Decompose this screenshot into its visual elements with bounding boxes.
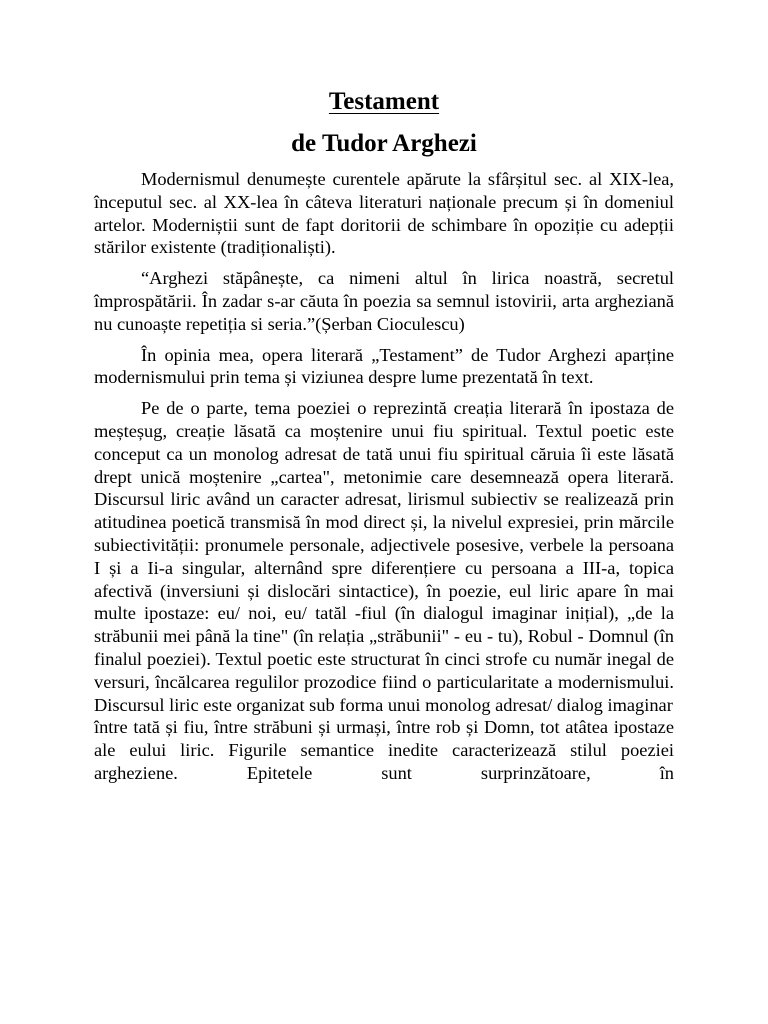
paragraph-modernism: Modernismul denumește curentele apărute la sfârșitul sec. al XIX-lea, începutul sec. al XX-lea în câteva literaturi naționale precum și în domeniul artelor. Moderniștii sunt de fapt doritorii de schimbare în opoziție cu adepții stărilor existente (tradiționaliști). — [94, 169, 674, 258]
document-subtitle: de Tudor Arghezi — [291, 130, 477, 157]
paragraph-opinion: În opinia mea, opera literară „Testament” de Tudor Arghezi aparține modernismului prin tema și viziunea despre lume prezentată în text. — [94, 344, 674, 388]
paragraph-continuation: între tată și fiu, între străbuni și urmași, între rob și Domn, tot atâtea ipostaze ale eului liric. Figurile semantice inedite caracterizează stilul poeziei argheziene. Epitetele sunt surprinzătoare, în — [94, 717, 674, 783]
paragraph-quote: “Arghezi stăpânește, ca nimeni altul în lirica noastră, secretul împrospătării. În zadar s-ar căuta în poezia sa semnul istovirii, arta argheziană nu cunoaște repetiția si seria.”(Șerban Cioculescu) — [94, 268, 674, 334]
paragraph-theme: Pe de o parte, tema poeziei o reprezintă creația literară în ipostaza de meșteșug, creație lăsată ca moștenire unui fiu spiritual. Textul poetic este conceput ca un monolog adresat de tată unui fiu spiritual căruia îi este lăsată drept unică moștenire „cartea", metonimie care desemnează opera literară. Discursul liric având un caracter adresat, lirismul subiectiv se realizează prin atitudinea poetică transmisă în mod direct și, la nivelul expresiei, prin mărcile subiectivității: pronumele personale, adjectivele posesive, verbele la persoana I și a Ii-a singular, alternând spre diferențiere cu persoana a III-a, topica afectivă (inversiuni și dislocări sintactice), în poezie, eul liric apare în mai multe ipostaze: eu/ noi, eu/ tatăl -fiul (în dialogul imaginar inițial), „de la străbunii mei până la tine" (în relația „străbunii" - eu - tu), Robul - Domnul (în finalul poeziei). Textul poetic este structurat în cinci strofe cu număr inegal de versuri, încălcarea regulilor prozodice fiind o particularitate a modernismului. Discursul liric este organizat sub forma unui monolog adresat/ dialog imaginar — [94, 398, 674, 715]
document-title: Testament — [328, 88, 440, 115]
